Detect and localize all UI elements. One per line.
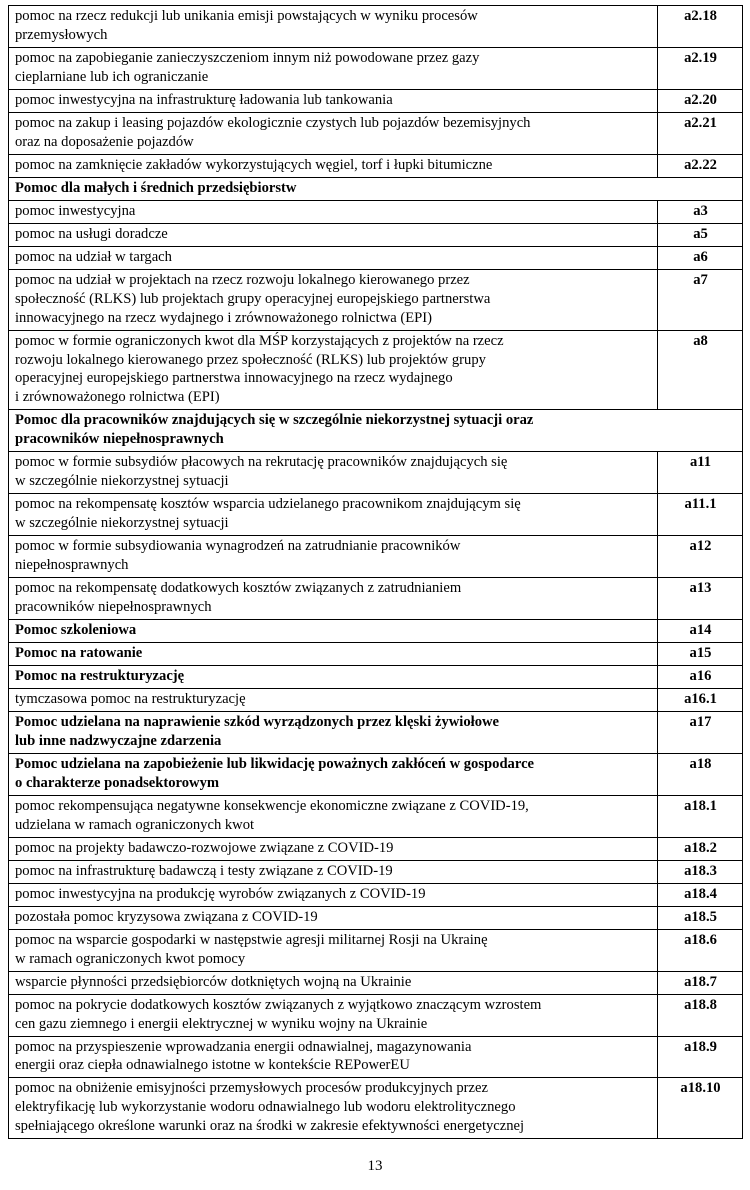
measure-description-cell bbox=[9, 689, 658, 712]
measure-code-cell: a18.4 bbox=[658, 883, 743, 906]
measure-description-cell bbox=[9, 6, 658, 48]
text-line: pomoc inwestycyjna na infrastrukturę ładowania lub tankowania bbox=[15, 91, 393, 108]
text-line: pomoc na rekompensatę dodatkowych kosztów związanych z zatrudnianiem bbox=[15, 580, 462, 597]
table-row bbox=[9, 47, 743, 89]
table-row bbox=[9, 154, 743, 177]
measure-code-cell: a8 bbox=[658, 330, 743, 410]
aid-measures-table-container bbox=[8, 5, 742, 1139]
text-line: pomoc na usługi doradcze bbox=[15, 225, 168, 242]
table-row bbox=[9, 643, 743, 666]
text-line: oraz na doposażenie pojazdów bbox=[15, 133, 194, 150]
table-row bbox=[9, 452, 743, 494]
table-row bbox=[9, 246, 743, 269]
text-line: operacyjnej europejskiego partnerstwa innowacyjnego na rzecz wydajnego bbox=[15, 370, 453, 387]
measure-description-cell bbox=[9, 200, 658, 223]
measure-code-cell: a13 bbox=[658, 578, 743, 620]
text-line: cen gazu ziemnego i energii elektrycznej w wyniku wojny na Ukrainie bbox=[15, 1015, 428, 1032]
measure-description-cell bbox=[9, 860, 658, 883]
measure-description-cell bbox=[9, 837, 658, 860]
measure-description-cell bbox=[9, 223, 658, 246]
table-row bbox=[9, 837, 743, 860]
table-row bbox=[9, 578, 743, 620]
measure-description-cell bbox=[9, 269, 658, 330]
measure-code-cell: a2.20 bbox=[658, 89, 743, 112]
measure-description-cell bbox=[9, 929, 658, 971]
text-line: w ramach ograniczonych kwot pomocy bbox=[15, 950, 246, 967]
measure-description-cell bbox=[9, 994, 658, 1036]
text-line: Pomoc na ratowanie bbox=[15, 645, 143, 662]
measure-code-cell: a3 bbox=[658, 200, 743, 223]
table-row bbox=[9, 620, 743, 643]
table-row bbox=[9, 1036, 743, 1078]
text-line: pomoc na wsparcie gospodarki w następstwie agresji militarnej Rosji na Ukrainę bbox=[15, 931, 488, 948]
text-line: pomoc na rzecz redukcji lub unikania emisji powstających w wyniku procesów bbox=[15, 8, 478, 24]
measure-code-cell: a14 bbox=[658, 620, 743, 643]
measure-description-cell bbox=[9, 795, 658, 837]
table-row bbox=[9, 753, 743, 795]
text-line: Pomoc udzielana na naprawienie szkód wyrządzonych przez klęski żywiołowe bbox=[15, 713, 500, 730]
table-row bbox=[9, 994, 743, 1036]
measure-code-cell: a16.1 bbox=[658, 689, 743, 712]
text-line: pomoc na zakup i leasing pojazdów ekologicznie czystych lub pojazdów bezemisyjnych bbox=[15, 114, 531, 131]
text-line: pomoc na udział w targach bbox=[15, 248, 172, 265]
table-row bbox=[9, 666, 743, 689]
text-line: Pomoc dla pracowników znajdujących się w szczególnie niekorzystnej sytuacji oraz bbox=[15, 412, 534, 429]
measure-code-cell: a18.3 bbox=[658, 860, 743, 883]
text-line: w szczególnie niekorzystnej sytuacji bbox=[15, 515, 229, 532]
text-line: pomoc rekompensująca negatywne konsekwencje ekonomiczne związane z COVID-19, bbox=[15, 797, 529, 814]
table-row bbox=[9, 711, 743, 753]
text-line: o charakterze ponadsektorowym bbox=[15, 774, 220, 791]
measure-code-cell: a11.1 bbox=[658, 494, 743, 536]
table-row bbox=[9, 200, 743, 223]
measure-description-cell bbox=[9, 112, 658, 154]
measure-description-cell bbox=[9, 330, 658, 410]
table-row bbox=[9, 906, 743, 929]
text-line: pomoc w formie subsydiów płacowych na rekrutację pracowników znajdujących się bbox=[15, 454, 508, 471]
text-line: pomoc na przyspieszenie wprowadzania energii odnawialnej, magazynowania bbox=[15, 1038, 472, 1055]
section-header-cell bbox=[9, 177, 743, 200]
measure-code-cell: a18.1 bbox=[658, 795, 743, 837]
page-number: 13 bbox=[367, 1158, 383, 1174]
measure-description-cell bbox=[9, 246, 658, 269]
measure-description-cell bbox=[9, 711, 658, 753]
text-line: pomoc inwestycyjna na produkcję wyrobów związanych z COVID-19 bbox=[15, 885, 426, 902]
text-line: pomoc na obniżenie emisyjności przemysłowych procesów produkcyjnych przez bbox=[15, 1080, 488, 1097]
measure-description-cell bbox=[9, 89, 658, 112]
measure-code-cell: a18.8 bbox=[658, 994, 743, 1036]
text-line: pomoc na zapobieganie zanieczyszczeniom innym niż powodowane przez gazy bbox=[15, 49, 480, 66]
text-line: pomoc na rekompensatę kosztów wsparcia udzielanego pracownikom znajdującym się bbox=[15, 496, 521, 513]
text-line: innowacyjnego na rzecz wydajnego i zrównoważonego rolnictwa (EPI) bbox=[15, 309, 432, 326]
text-line: rozwoju lokalnego kierowanego przez społeczność (RLKS) lub projektów grupy bbox=[15, 351, 486, 368]
text-line: Pomoc dla małych i średnich przedsiębiorstw bbox=[15, 179, 297, 196]
measure-description-cell bbox=[9, 452, 658, 494]
measure-code-cell: a18.10 bbox=[658, 1078, 743, 1139]
measure-code-cell: a18.6 bbox=[658, 929, 743, 971]
table-row bbox=[9, 89, 743, 112]
text-line: pomoc na projekty badawczo-rozwojowe związane z COVID-19 bbox=[15, 839, 394, 856]
text-line: Pomoc udzielana na zapobieżenie lub likwidację poważnych zakłóceń w gospodarce bbox=[15, 755, 535, 772]
text-line: energii oraz ciepła odnawialnego istotne w kontekście REPowerEU bbox=[15, 1057, 410, 1074]
table-row bbox=[9, 883, 743, 906]
aid-measures-table bbox=[8, 5, 743, 1139]
measure-description-cell bbox=[9, 578, 658, 620]
measure-description-cell bbox=[9, 971, 658, 994]
table-row bbox=[9, 269, 743, 330]
text-line: pomoc na infrastrukturę badawczą i testy związane z COVID-19 bbox=[15, 862, 393, 879]
measure-description-cell bbox=[9, 1036, 658, 1078]
measure-code-cell: a18 bbox=[658, 753, 743, 795]
text-line: pracowników niepełnosprawnych bbox=[15, 599, 212, 616]
measure-code-cell: a7 bbox=[658, 269, 743, 330]
measure-description-cell bbox=[9, 643, 658, 666]
table-row bbox=[9, 929, 743, 971]
text-line: Pomoc szkoleniowa bbox=[15, 622, 137, 639]
text-line: pomoc na zamknięcie zakładów wykorzystujących węgiel, torf i łupki bitumiczne bbox=[15, 156, 493, 173]
table-row bbox=[9, 795, 743, 837]
measure-description-cell bbox=[9, 753, 658, 795]
table-row bbox=[9, 410, 743, 452]
text-line: wsparcie płynności przedsiębiorców dotkniętych wojną na Ukrainie bbox=[15, 973, 412, 990]
text-line: przemysłowych bbox=[15, 26, 108, 43]
text-line: cieplarniane lub ich ograniczanie bbox=[15, 68, 209, 85]
text-line: pomoc inwestycyjna bbox=[15, 202, 136, 219]
section-header-cell bbox=[9, 410, 743, 452]
measure-code-cell: a2.18 bbox=[658, 6, 743, 48]
table-row bbox=[9, 689, 743, 712]
text-line: społeczność (RLKS) lub projektach grupy operacyjnej europejskiego partnerstwa bbox=[15, 290, 491, 307]
measure-code-cell: a2.19 bbox=[658, 47, 743, 89]
measure-code-cell: a11 bbox=[658, 452, 743, 494]
table-row bbox=[9, 494, 743, 536]
text-line: Pomoc na restrukturyzację bbox=[15, 668, 185, 685]
measure-code-cell: a18.9 bbox=[658, 1036, 743, 1078]
text-line: w szczególnie niekorzystnej sytuacji bbox=[15, 473, 229, 490]
measure-code-cell: a2.21 bbox=[658, 112, 743, 154]
text-line: pomoc na pokrycie dodatkowych kosztów związanych z wyjątkowo znaczącym wzrostem bbox=[15, 996, 542, 1013]
table-row bbox=[9, 1078, 743, 1139]
measure-description-cell bbox=[9, 47, 658, 89]
table-row bbox=[9, 112, 743, 154]
measure-code-cell: a18.7 bbox=[658, 971, 743, 994]
measure-description-cell bbox=[9, 620, 658, 643]
text-line: niepełnosprawnych bbox=[15, 557, 129, 574]
measure-description-cell bbox=[9, 494, 658, 536]
measure-code-cell: a17 bbox=[658, 711, 743, 753]
text-line: tymczasowa pomoc na restrukturyzację bbox=[15, 691, 246, 707]
measure-code-cell: a12 bbox=[658, 536, 743, 578]
text-line: pomoc w formie ograniczonych kwot dla MŚP korzystających z projektów na rzecz bbox=[15, 332, 504, 349]
measure-description-cell bbox=[9, 666, 658, 689]
text-line: i zrównoważonego rolnictwa (EPI) bbox=[15, 389, 220, 406]
text-line: spełniającego określone warunki oraz na środki w zakresie efektywności energetycznej bbox=[15, 1118, 525, 1135]
measure-description-cell bbox=[9, 154, 658, 177]
table-row bbox=[9, 330, 743, 410]
measure-description-cell bbox=[9, 883, 658, 906]
measure-code-cell: a2.22 bbox=[658, 154, 743, 177]
measure-description-cell bbox=[9, 906, 658, 929]
table-row bbox=[9, 971, 743, 994]
measure-code-cell: a18.5 bbox=[658, 906, 743, 929]
measure-description-cell bbox=[9, 536, 658, 578]
table-row bbox=[9, 536, 743, 578]
table-body bbox=[9, 6, 743, 1139]
measure-code-cell: a18.2 bbox=[658, 837, 743, 860]
measure-code-cell: a5 bbox=[658, 223, 743, 246]
text-line: pomoc na udział w projektach na rzecz rozwoju lokalnego kierowanego przez bbox=[15, 271, 470, 288]
table-row bbox=[9, 6, 743, 48]
measure-code-cell: a6 bbox=[658, 246, 743, 269]
text-line: pomoc w formie subsydiowania wynagrodzeń na zatrudnianie pracowników bbox=[15, 538, 461, 555]
text-line: pracowników niepełnosprawnych bbox=[15, 431, 224, 448]
table-row bbox=[9, 860, 743, 883]
measure-code-cell: a16 bbox=[658, 666, 743, 689]
text-line: elektryfikację lub wykorzystanie wodoru odnawialnego lub wodoru elektrolitycznego bbox=[15, 1099, 516, 1116]
table-row bbox=[9, 223, 743, 246]
text-line: lub inne nadzwyczajne zdarzenia bbox=[15, 732, 222, 749]
table-row bbox=[9, 177, 743, 200]
measure-description-cell bbox=[9, 1078, 658, 1139]
text-line: pozostała pomoc kryzysowa związana z COVID-19 bbox=[15, 908, 318, 925]
measure-code-cell: a15 bbox=[658, 643, 743, 666]
text-line: udzielana w ramach ograniczonych kwot bbox=[15, 816, 255, 833]
